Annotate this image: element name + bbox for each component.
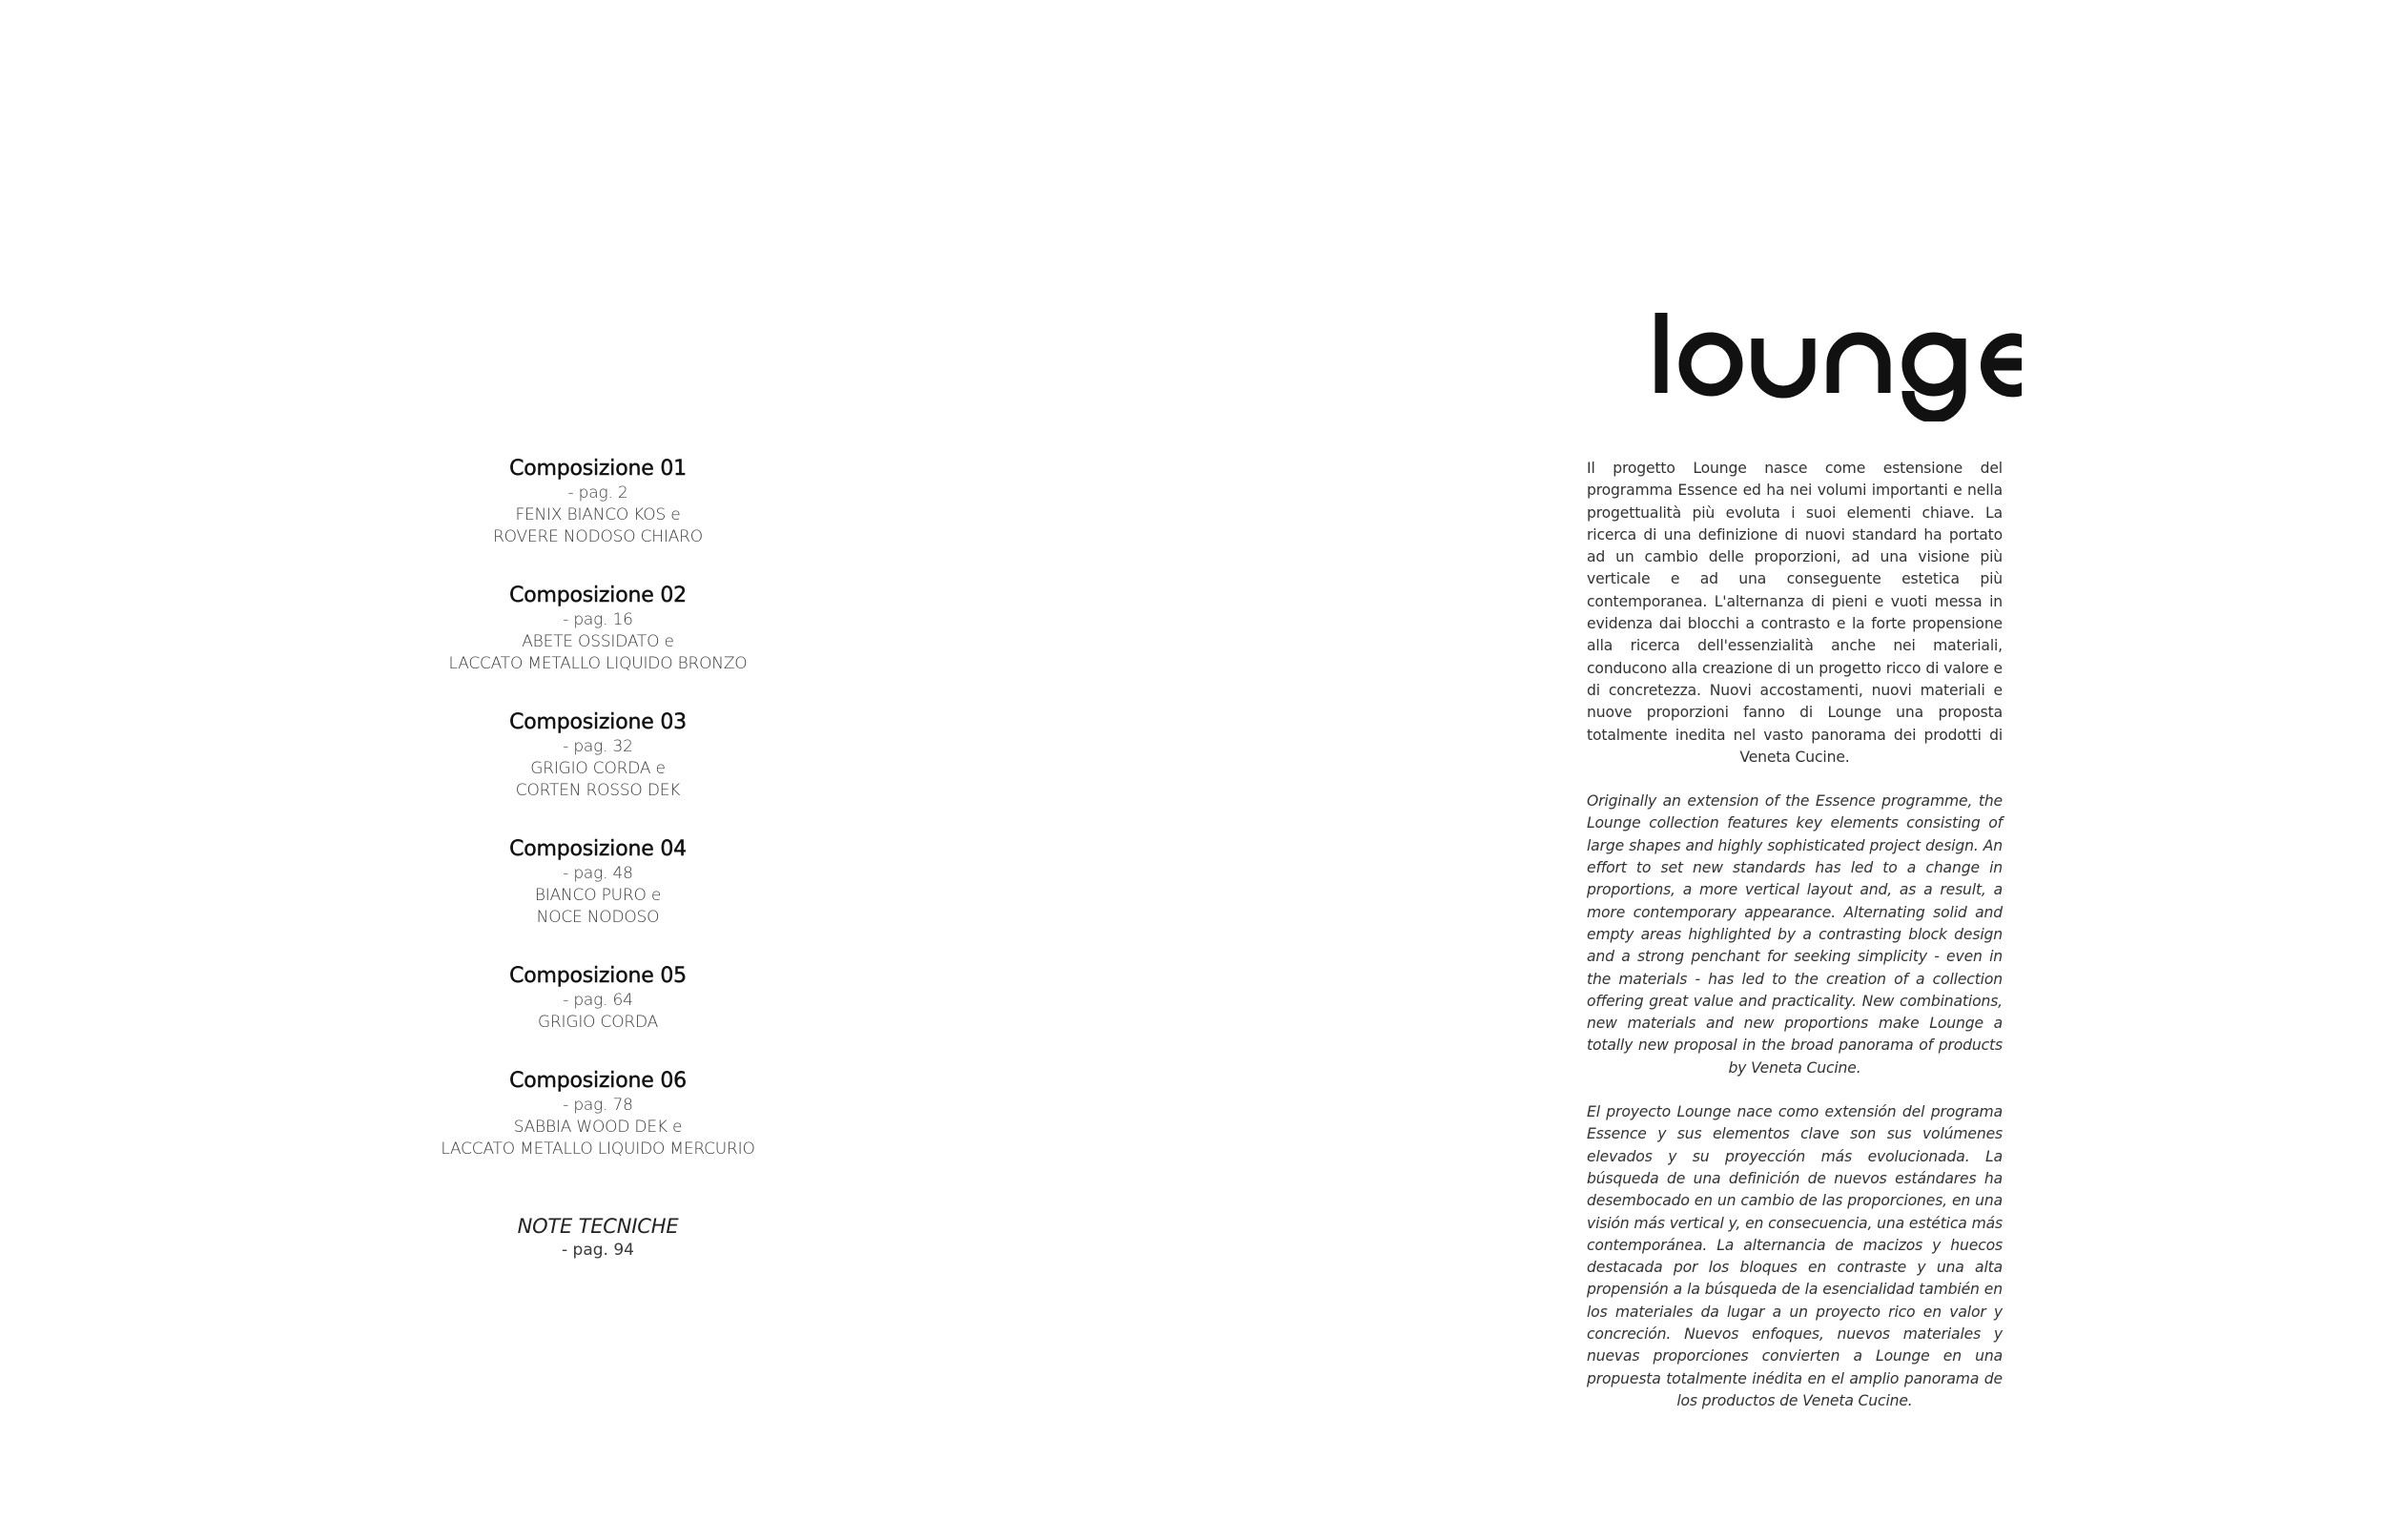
technical-notes-page: - pag. 94 [562, 1241, 634, 1260]
composition-finish: LACCATO METALLO LIQUIDO MERCURIO [441, 1140, 755, 1159]
composition-finish: LACCATO METALLO LIQUIDO BRONZO [448, 654, 748, 673]
composition-finish: FENIX BIANCO KOS e [515, 505, 681, 524]
composition-entry-05[interactable] [407, 963, 789, 1034]
composition-title: Composizione 02 [509, 584, 687, 607]
composition-page: - pag. 48 [563, 864, 633, 883]
composition-page: - pag. 32 [563, 737, 633, 756]
composition-finish: ABETE OSSIDATO e [522, 632, 674, 651]
lounge-logo-wordmark [1583, 278, 2022, 421]
composition-entry-01[interactable] [407, 456, 789, 548]
composition-page: - pag. 78 [563, 1096, 633, 1115]
description-italian: Il progetto Lounge nasce come estensione del programma Essence ed ha nei volumi importanti e nella progettualità più evoluta i suoi elementi chiave. La ricerca di una definizione di nuovi standard ha portato ad un cambio delle proporzioni, ad una visione più verticale e ad una conseguente estetica più contemporanea. L'alternanza di pieni e vuoti messa in evidenza dai blocchi a contrasto e la forte propensione alla ricerca dell'essenzialità anche nei materiali, conducono alla creazione di un progetto ricco di valore e di concretezza. Nuovi accostamenti, nuovi materiali e nuove proporzioni fanno di Lounge una proposta totalmente inedita nel vasto panorama dei prodotti di Veneta Cucine. [1587, 460, 2003, 766]
composition-finish: GRIGIO CORDA [537, 1013, 659, 1032]
description-english: Originally an extension of the Essence programme, the Lounge collection features key elements consisting of large shapes and highly sophisticated project design. An effort to set new standards has led to a change in proportions, a more vertical layout and, as a result, a more contemporary appearance. Alternating solid and empty areas highlighted by a contrasting block design and a strong penchant for seeking simplicity - even in the materials - has led to the creation of a collection offering great value and practicality. New combinations, new materials and new proportions make Lounge a totally new proposal in the broad panorama of products by Veneta Cucine. [1587, 792, 2003, 1077]
composition-finish: SABBIA WOOD DEK e [513, 1118, 683, 1137]
technical-notes-entry[interactable] [407, 1214, 789, 1262]
composition-page: - pag. 16 [563, 610, 633, 629]
composition-page: - pag. 64 [563, 991, 633, 1010]
composition-entry-04[interactable] [407, 836, 789, 929]
composition-finish: CORTEN ROSSO DEK [515, 781, 681, 800]
description-block [1587, 458, 2003, 1434]
composition-finish: GRIGIO CORDA e [530, 759, 666, 778]
composition-title: Composizione 01 [509, 457, 687, 481]
composition-index [407, 456, 789, 1262]
technical-notes-title: NOTE TECNICHE [517, 1215, 679, 1238]
lounge-logo [1583, 278, 2022, 421]
composition-entry-03[interactable] [407, 709, 789, 802]
composition-page: - pag. 2 [567, 483, 628, 503]
composition-title: Composizione 03 [509, 710, 687, 734]
composition-finish: ROVERE NODOSO CHIARO [493, 527, 703, 546]
composition-entry-06[interactable] [407, 1068, 789, 1160]
composition-finish: NOCE NODOSO [536, 908, 660, 927]
composition-title: Composizione 04 [509, 837, 687, 861]
composition-title: Composizione 05 [509, 964, 687, 988]
composition-title: Composizione 06 [509, 1069, 687, 1093]
composition-finish: BIANCO PURO e [534, 886, 662, 905]
description-spanish: El proyecto Lounge nace como extensión del programa Essence y sus elementos clave son sus volúmenes elevados y su proyección más evolucionada. La búsqueda de una definición de nuevos estándares ha desembocado en un cambio de las proporciones, en una visión más vertical y, en consecuencia, una estética más contemporánea. La alternancia de macizos y huecos destacada por los bloques en contraste y una alta propensión a la búsqueda de la esencialidad también en los materiales da lugar a un proyecto rico en valor y concreción. Nuevos enfoques, nuevos materiales y nuevas proporciones convierten a Lounge en una propuesta totalmente inédita en el amplio panorama de los productos de Veneta Cucine. [1587, 1103, 2003, 1409]
composition-entry-02[interactable] [407, 583, 789, 675]
